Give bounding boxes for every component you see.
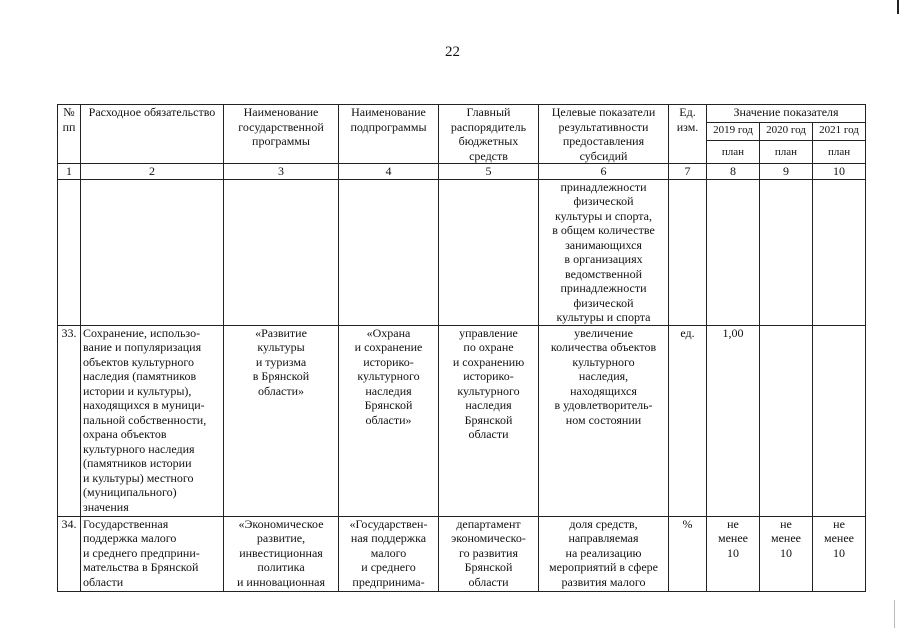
table-row: [58, 325, 866, 516]
column-number: 8: [707, 164, 760, 180]
cell-empty: [339, 179, 439, 325]
cell-value-2020: не менее 10: [760, 516, 813, 591]
cell-empty: [669, 179, 707, 325]
header-subprogram: Наименование подпрограммы: [339, 105, 439, 164]
cell-value-2021: [813, 325, 866, 516]
cell-indicator: принадлежности физической культуры и спорта, в общем количестве занимающихся в организациях ведомственной принадлежности физической культуры и спорта: [539, 179, 669, 325]
header-manager: Главный распорядитель бюджетных средств: [439, 105, 539, 164]
table-row: [58, 516, 866, 591]
header-plan-2020: план: [760, 141, 813, 164]
header-obligation: Расходное обязательство: [81, 105, 224, 164]
cell-subprogram: «Государствен- ная поддержка малого и среднего предпринима-: [339, 516, 439, 591]
header-plan-2019: план: [707, 141, 760, 164]
header-row: [58, 105, 866, 123]
column-number: 10: [813, 164, 866, 180]
column-number: 2: [81, 164, 224, 180]
header-year-2019: 2019 год: [707, 123, 760, 141]
column-number: 1: [58, 164, 81, 180]
cell-value-2019: не менее 10: [707, 516, 760, 591]
cell-manager: управление по охране и сохранению историко- культурного наследия Брянской области: [439, 325, 539, 516]
column-number: 5: [439, 164, 539, 180]
cell-subprogram: «Охрана и сохранение историко- культурного наследия Брянской области»: [339, 325, 439, 516]
page-number: 22: [445, 44, 460, 60]
cell-num: 34.: [58, 516, 81, 591]
header-num: № пп: [58, 105, 81, 164]
cell-empty: [813, 179, 866, 325]
cell-empty: [707, 179, 760, 325]
cell-empty: [760, 179, 813, 325]
cell-indicator: доля средств, направляемая на реализацию мероприятий в сфере развития малого: [539, 516, 669, 591]
header-unit: Ед. изм.: [669, 105, 707, 164]
header-value-group: Значение показателя: [707, 105, 866, 123]
cell-empty: [58, 179, 81, 325]
scan-artifact-line: [894, 600, 895, 628]
cell-indicator: увеличение количества объектов культурного наследия, находящихся в удовлетворитель- ном состоянии: [539, 325, 669, 516]
column-number: 6: [539, 164, 669, 180]
table-row-continuation: [58, 179, 866, 325]
header-year-2021: 2021 год: [813, 123, 866, 141]
cell-program: «Экономическое развитие, инвестиционная политика и инновационная: [224, 516, 339, 591]
cell-empty: [81, 179, 224, 325]
cell-empty: [224, 179, 339, 325]
cell-num: 33.: [58, 325, 81, 516]
cell-value-2020: [760, 325, 813, 516]
column-number-row: [58, 164, 866, 180]
subsidy-indicators-table: [57, 104, 866, 592]
header-year-2020: 2020 год: [760, 123, 813, 141]
column-number: 9: [760, 164, 813, 180]
cell-unit: ед.: [669, 325, 707, 516]
scan-edge-mark: [897, 0, 899, 14]
cell-value-2019: 1,00: [707, 325, 760, 516]
header-indicator: Целевые показатели результативности предоставления субсидий: [539, 105, 669, 164]
header-plan-2021: план: [813, 141, 866, 164]
column-number: 4: [339, 164, 439, 180]
cell-unit: %: [669, 516, 707, 591]
cell-value-2021: не менее 10: [813, 516, 866, 591]
column-number: 3: [224, 164, 339, 180]
cell-obligation: Сохранение, использо- вание и популяризация объектов культурного наследия (памятников истории и культуры), находящихся в муници- пальной собственности, охрана объектов культурного наследия (памятников истории и культуры) местного (муниципального) значения: [81, 325, 224, 516]
cell-program: «Развитие культуры и туризма в Брянской области»: [224, 325, 339, 516]
header-program: Наименование государственной программы: [224, 105, 339, 164]
cell-empty: [439, 179, 539, 325]
cell-obligation: Государственная поддержка малого и среднего предприни- мательства в Брянской области: [81, 516, 224, 591]
column-number: 7: [669, 164, 707, 180]
cell-manager: департамент экономическо- го развития Брянской области: [439, 516, 539, 591]
